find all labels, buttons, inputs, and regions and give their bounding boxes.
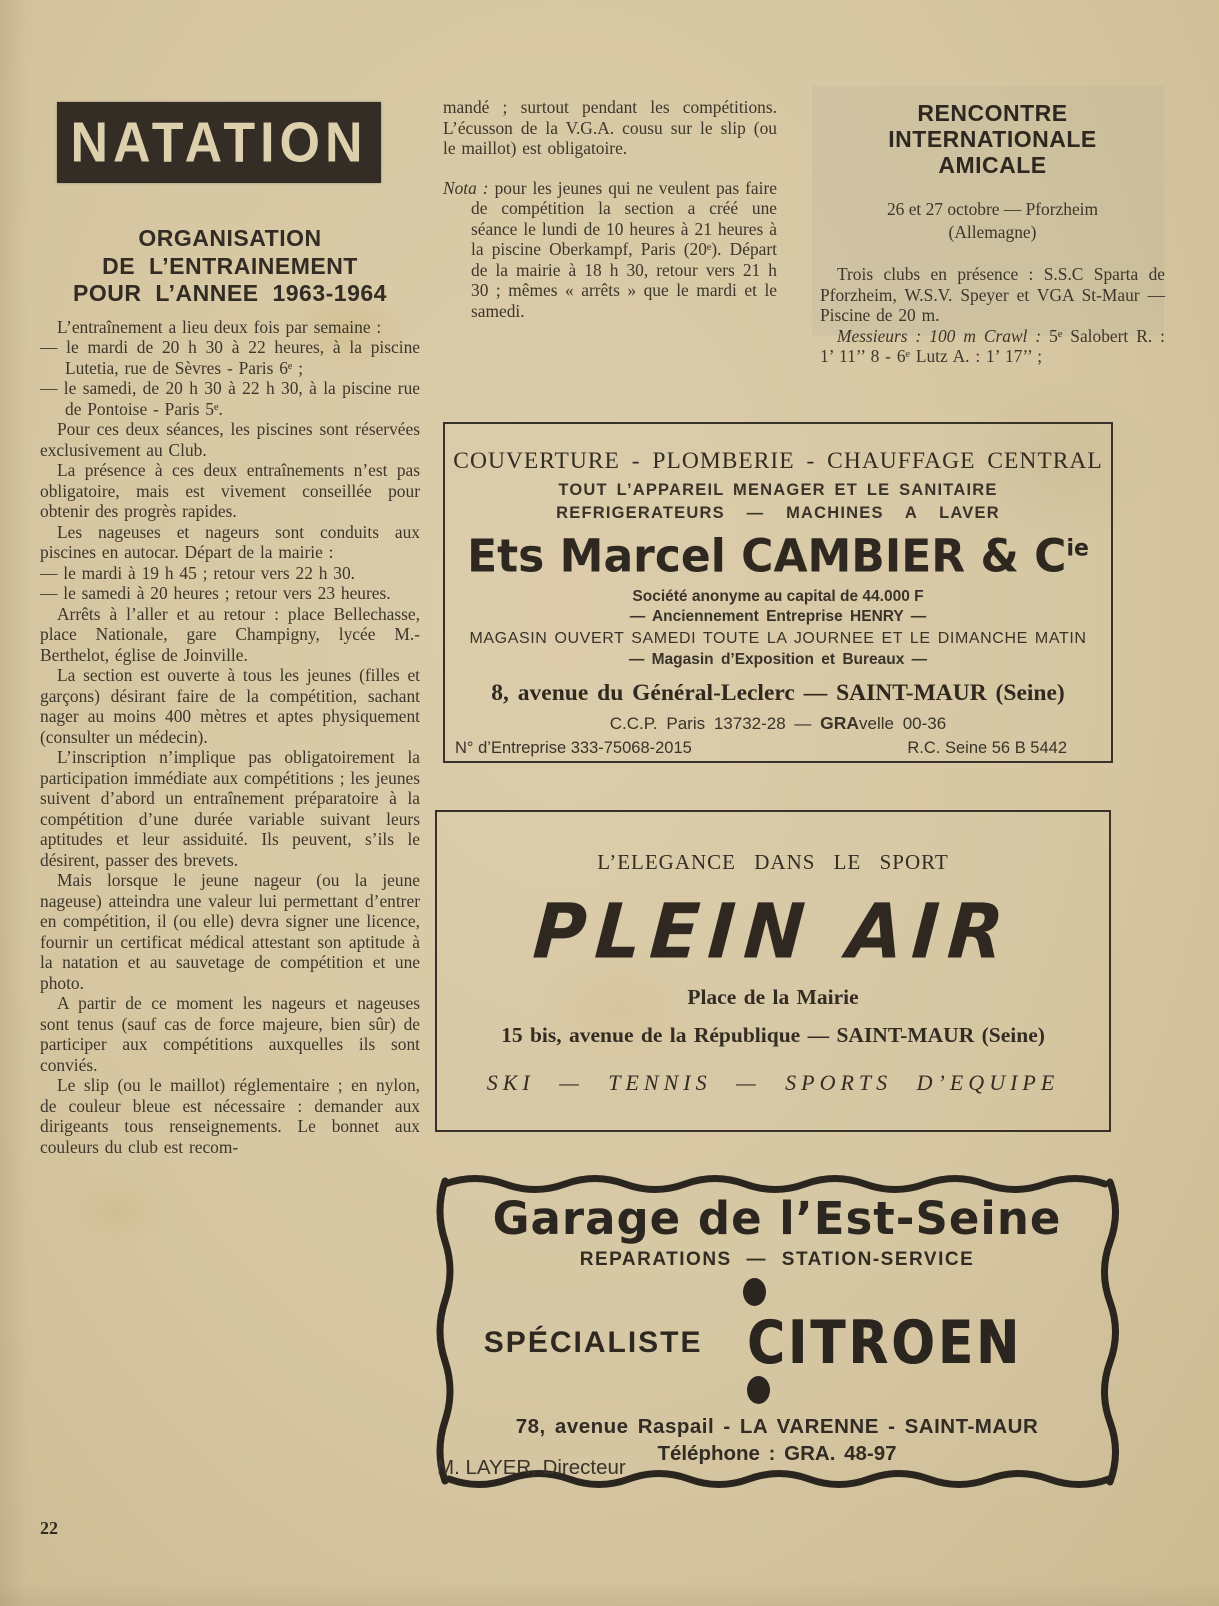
paragraph: Pour ces deux séances, les piscines sont réservées exclusivement au Club. <box>40 419 420 460</box>
right-column <box>820 100 1165 367</box>
meeting-title <box>820 100 1165 178</box>
results-category: Messieurs : 100 m Crawl : <box>837 325 1042 346</box>
article-body <box>40 317 420 1158</box>
ad-plein-air <box>435 810 1111 1132</box>
ad-cambier <box>443 422 1113 763</box>
citroen-dot-bottom-icon <box>747 1376 770 1404</box>
ad-plein-air-address2: 15 bis, avenue de la République — SAINT-MAUR (Seine) <box>501 1023 1045 1047</box>
ad-cambier-capital: Société anonyme au capital de 44.000 F <box>632 588 924 605</box>
meeting-title-line3: AMICALE <box>938 152 1047 178</box>
article-title-line3: POUR L’ANNEE 1963-1964 <box>73 280 387 306</box>
nota-text: pour les jeunes qui ne veulent pas faire de compétition la section a créé une séance le lundi de 10 heures à 21 heures à la piscine Oberkampf, Paris (20ᵉ). Départ de la mairie à 18 h 30, retour vers 21 h 30 ; mêmes « arrêts » que le mardi et le samedi. <box>471 177 777 321</box>
meeting-title-line2: INTERNATIONALE <box>888 126 1097 152</box>
left-column <box>40 102 420 1157</box>
results-line <box>820 326 1165 367</box>
paragraph: Trois clubs en présence : S.S.C Sparta de Pforzheim, W.S.V. Speyer et VGA St-Maur — Piscine de 20 m. <box>820 264 1165 325</box>
page-number: 22 <box>40 1518 58 1538</box>
paragraph: L’inscription n’implique pas obligatoirement la participation immédiate aux compétitions ; les jeunes suivent d’abord un entraînement préparatoire à la compétition d’une durée variable suivant leurs aptitudes et leur assiduité. Ils peuvent, s’ils le désirent, passer des brevets. <box>40 747 420 870</box>
paragraph: La section est ouverte à tous les jeunes (filles et garçons) désirant faire de la compétition, sachant nager au moins 400 mètres et aptes physiquement (consulter un médecin). <box>40 665 420 747</box>
paragraph: Arrêts à l’aller et au retour : place Bellechasse, place Nationale, gare Champigny, lycée M.-Berthelot, église de Joinville. <box>40 603 420 665</box>
paragraph: Mais lorsque le jeune nageur (ou la jeune nageuse) atteindra une valeur lui permettant d’entrer en compétition, il (ou elle) devra signer une licence, fournir un certificat médical attestant son aptitude à la natation et au sauvetage de compétition et une photo. <box>40 870 420 993</box>
article-title <box>40 225 420 308</box>
citroen-dot-top-icon <box>743 1278 766 1306</box>
nota-block <box>443 178 777 322</box>
meeting-date-line2: (Allemagne) <box>948 222 1037 242</box>
ad-garage-phone: Téléphone : GRA. 48-97 <box>657 1442 897 1465</box>
ad-garage-director: M. LAYER, Directeur <box>437 1456 626 1479</box>
results-times: 5ᵉ Salobert R. : 1’ 11’’ 8 - 6ᵉ Lutz A. : 1’ 17’’ ; <box>820 325 1165 366</box>
nota-label: Nota : <box>443 177 489 198</box>
ad-cambier-address: 8, avenue du Général-Leclerc — SAINT-MAUR (Seine) <box>491 680 1065 706</box>
ad-cambier-hours: MAGASIN OUVERT SAMEDI TOUTE LA JOURNEE ET LE DIMANCHE MATIN <box>469 630 1087 647</box>
list-item: — le mardi à 19 h 45 ; retour vers 22 h 30. <box>40 562 356 583</box>
ad-cambier-line2: TOUT L’APPAREIL MENAGER ET LE SANITAIRE <box>558 481 998 499</box>
middle-column <box>443 97 777 338</box>
ad-cambier-phone-prefix: GRA <box>820 713 860 733</box>
ad-garage-brand-row <box>435 1301 1119 1385</box>
paragraph: La présence à ces deux entraînements n’est pas obligatoire, mais est vivement conseillée pour obtenir des progrès rapides. <box>40 460 420 521</box>
ad-cambier-ccp: C.C.P. Paris 13732-28 — <box>609 714 812 733</box>
ad-cambier-name-superscript: ie <box>1066 535 1089 562</box>
ad-cambier-entreprise-number: N° d’Entreprise 333-75068-2015 <box>455 739 692 757</box>
meeting-body <box>820 264 1165 367</box>
article-title-line1: ORGANISATION <box>138 225 322 251</box>
ad-cambier-showroom: — Magasin d’Exposition et Bureaux — <box>628 651 928 668</box>
ad-cambier-rc-number: R.C. Seine 56 B 5442 <box>907 739 1067 757</box>
list-item: — le samedi à 20 heures ; retour vers 23 heures. <box>40 583 391 603</box>
citroen-wordmark: CITROEN <box>746 1308 1022 1378</box>
ad-garage-est-seine <box>435 1168 1119 1494</box>
ad-cambier-phone-rest: velle 00-36 <box>859 714 947 733</box>
continuation-paragraph: mandé ; surtout pendant les compétitions. L’écusson de la V.G.A. cousu sur le slip (ou le maillot) est obligatoire. <box>443 97 777 158</box>
ad-plein-air-sports: SKI — TENNIS — SPORTS D’EQUIPE <box>486 1070 1060 1095</box>
paragraph: A partir de ce moment les nageurs et nageuses sont tenus (sauf cas de force majeure, bien sûr) de participer aux compétitions auxquelles ils sont conviés. <box>40 993 420 1075</box>
ad-garage-name: Garage de l’Est-Seine <box>492 1192 1062 1245</box>
ad-cambier-registration-row <box>445 739 1111 758</box>
citroen-logo <box>747 1308 1071 1378</box>
ad-plein-air-name: PLEIN AIR <box>530 886 1016 976</box>
ad-garage-specialist-label: SPÉCIALISTE <box>483 1326 703 1359</box>
ad-cambier-name-text: Ets Marcel CAMBIER & C <box>467 529 1067 584</box>
list-item: — le mardi de 20 h 30 à 22 heures, à la piscine Lutetia, rue de Sèvres - Paris 6ᵉ ; <box>40 337 420 378</box>
article-title-line2: DE L’ENTRAINEMENT <box>102 252 358 279</box>
ad-cambier-ccp-line <box>445 713 1111 734</box>
paragraph: L’entraînement a lieu deux fois par semaine : <box>57 316 382 337</box>
meeting-date-line1: 26 et 27 octobre — Pforzheim <box>886 199 1099 219</box>
meeting-title-line1: RENCONTRE <box>917 100 1068 126</box>
ad-cambier-line3: REFRIGERATEURS — MACHINES A LAVER <box>556 504 1000 522</box>
paragraph: Les nageuses et nageurs sont conduits aux piscines en autocar. Départ de la mairie : <box>40 521 420 562</box>
section-banner-label: NATATION <box>70 111 368 174</box>
ad-garage-services: REPARATIONS — STATION-SERVICE <box>579 1249 975 1270</box>
ad-plein-air-tagline: L’ELEGANCE DANS LE SPORT <box>597 850 949 874</box>
paragraph: Le slip (ou le maillot) réglementaire ; en nylon, de couleur bleue est nécessaire : demander aux dirigeants tous renseignements. Le bonnet aux couleurs du club est recom- <box>40 1075 420 1157</box>
ad-cambier-line1: COUVERTURE - PLOMBERIE - CHAUFFAGE CENTRAL <box>453 448 1103 474</box>
section-banner-natation <box>57 102 381 183</box>
ad-plein-air-address1: Place de la Mairie <box>687 985 859 1009</box>
list-item: — le samedi, de 20 h 30 à 22 h 30, à la piscine rue de Pontoise - Paris 5ᵉ. <box>40 378 420 419</box>
ad-cambier-company-name <box>445 530 1111 583</box>
ad-garage-address: 78, avenue Raspail - LA VARENNE - SAINT-MAUR <box>515 1415 1039 1438</box>
meeting-date <box>820 198 1165 244</box>
ad-cambier-henry: — Anciennement Entreprise HENRY — <box>629 608 927 625</box>
